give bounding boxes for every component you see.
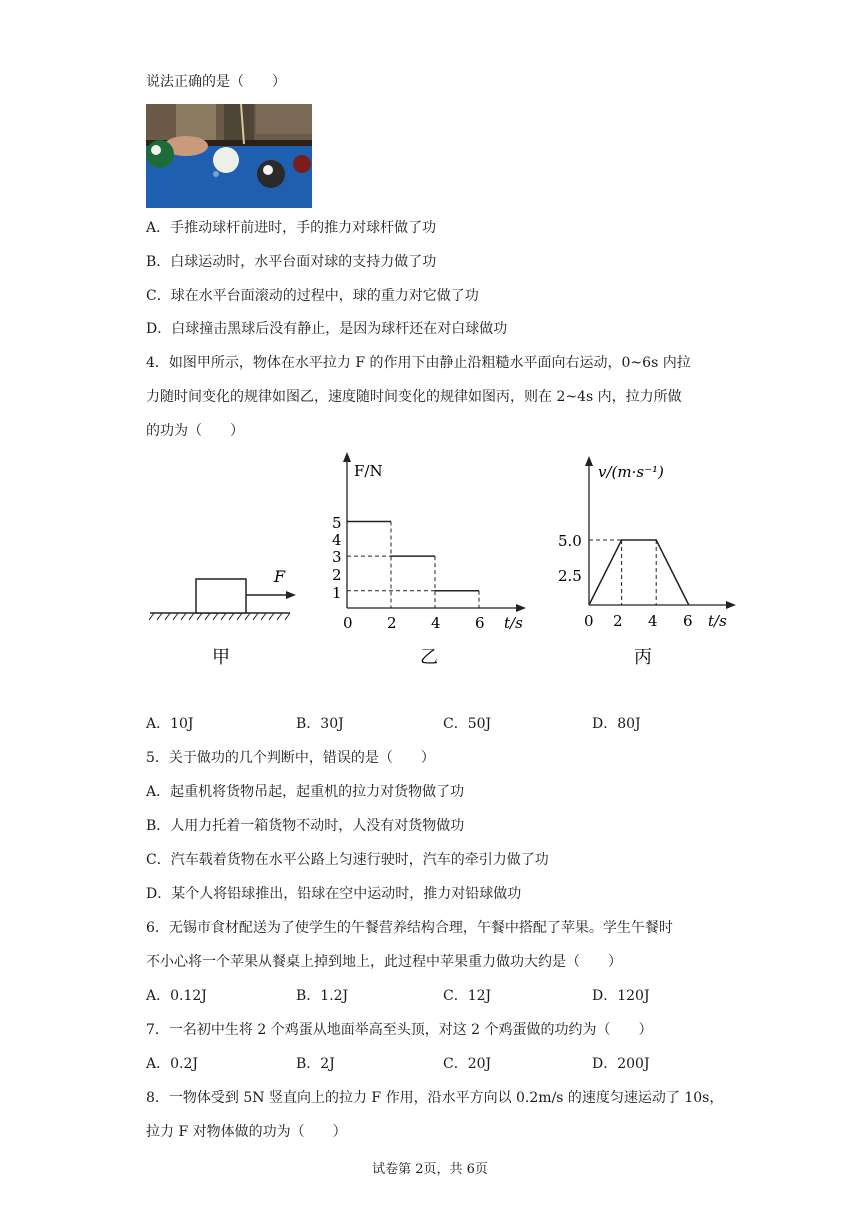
q6-option-c: C．12J <box>443 988 492 1004</box>
q7-stem: 7．一名初中生将 2 个鸡蛋从地面举高至头顶，对这 2 个鸡蛋做的功约为（ ） <box>146 1022 653 1038</box>
q6-options <box>146 986 706 1006</box>
q4-option-a: A．10J <box>146 716 194 732</box>
q5-option-b: B．人用力托着一箱货物不动时，人没有对货物做功 <box>146 818 465 834</box>
q4-option-d: D．80J <box>592 716 641 732</box>
yi-ytick-4: 4 <box>332 531 342 549</box>
q3-option-c: C．球在水平台面滚动的过程中，球的重力对它做了功 <box>146 288 479 304</box>
yi-xtick-6: 6 <box>475 614 485 632</box>
q4-figure <box>140 448 740 688</box>
bing-y-arrow <box>585 456 593 466</box>
q7-options <box>146 1054 706 1074</box>
force-arrow-head <box>286 591 296 599</box>
q7-option-b: B．2J <box>296 1056 335 1072</box>
velocity-line <box>589 540 689 605</box>
q6-option-b: B．1.2J <box>296 988 349 1004</box>
q3-option-d: D．白球撞击黑球后没有静止，是因为球杆还在对白球做功 <box>146 321 508 337</box>
q7-option-d: D．200J <box>592 1056 650 1072</box>
bing-ytick-5: 5.0 <box>558 532 582 550</box>
bing-xtick-0: 0 <box>584 612 594 630</box>
yi-ytick-1: 1 <box>332 584 342 602</box>
q4-stem-line-3: 的功为（ ） <box>146 423 244 439</box>
yi-xtick-4: 4 <box>431 614 441 632</box>
yi-ytick-5: 5 <box>332 514 342 532</box>
yi-ylabel: F/N <box>354 462 383 480</box>
caption-bing: 丙 <box>634 647 652 668</box>
q7-option-a: A．0.2J <box>146 1056 198 1072</box>
figure-jia <box>149 567 296 668</box>
q3-stem-tail: 说法正确的是（ ） <box>146 74 286 90</box>
q3-option-a: A．手推动球杆前进时，手的推力对球杆做了功 <box>146 220 437 236</box>
q4-stem-line-2: 力随时间变化的规律如图乙，速度随时间变化的规律如图丙，则在 2~4s 内，拉力所做 <box>146 389 682 405</box>
q6-option-a: A．0.12J <box>146 988 207 1004</box>
figure-bing <box>558 456 736 668</box>
q5-stem: 5．关于做功的几个判断中，错误的是（ ） <box>146 750 435 766</box>
q6-stem-line-2: 不小心将一个苹果从餐桌上掉到地上，此过程中苹果重力做功大约是（ ） <box>146 954 622 970</box>
force-label: F <box>274 567 286 586</box>
yi-x-arrow <box>516 604 526 612</box>
q8-stem-line-2: 拉力 F 对物体做的功为（ ） <box>146 1124 347 1140</box>
q6-stem-line-1: 6．无锡市食材配送为了使学生的午餐营养结构合理，午餐中搭配了苹果。学生午餐时 <box>146 920 673 936</box>
caption-yi: 乙 <box>420 647 438 668</box>
q5-option-d: D．某个人将铅球推出，铅球在空中运动时，推力对铅球做功 <box>146 886 522 902</box>
yi-ytick-2: 2 <box>332 566 342 584</box>
figure-yi <box>332 452 526 668</box>
yi-xtick-2: 2 <box>387 614 397 632</box>
q4-stem-line-1: 4．如图甲所示，物体在水平拉力 F 的作用下由静止沿粗糙水平面向右运动，0~6s 内拉 <box>146 355 691 371</box>
q3-option-b: B．白球运动时，水平台面对球的支持力做了功 <box>146 254 437 270</box>
bing-xtick-4: 4 <box>648 612 658 630</box>
bing-plot-area <box>589 540 689 605</box>
billiards-photo <box>146 104 312 208</box>
bing-ylabel: v/(m·s⁻¹) <box>598 463 664 481</box>
yi-y-arrow <box>343 452 351 462</box>
bing-xtick-2: 2 <box>613 612 623 630</box>
page-footer: 试卷第 2页，共 6页 <box>372 1162 488 1177</box>
yi-xlabel: t/s <box>504 614 523 632</box>
block <box>196 579 246 613</box>
q4-option-c: C．50J <box>443 716 492 732</box>
yi-xtick-0: 0 <box>343 614 353 632</box>
q8-stem-line-1: 8．一物体受到 5N 竖直向上的拉力 F 作用，沿水平方向以 0.2m/s 的速度匀速运动了 10s， <box>146 1090 724 1106</box>
bing-xlabel: t/s <box>708 612 727 630</box>
bing-xtick-6: 6 <box>683 612 693 630</box>
ground-hatching <box>149 613 290 620</box>
yi-ytick-3: 3 <box>332 548 342 566</box>
caption-jia: 甲 <box>212 647 230 668</box>
bing-x-arrow <box>726 601 736 609</box>
q6-option-d: D．120J <box>592 988 650 1004</box>
bing-ytick-2-5: 2.5 <box>558 567 582 585</box>
q5-option-c: C．汽车载着货物在水平公路上匀速行驶时，汽车的牵引力做了功 <box>146 852 549 868</box>
q5-option-a: A．起重机将货物吊起，起重机的拉力对货物做了功 <box>146 784 465 800</box>
q7-option-c: C．20J <box>443 1056 492 1072</box>
yi-plot-area <box>347 522 479 609</box>
q4-option-b: B．30J <box>296 716 344 732</box>
q4-options <box>146 714 706 734</box>
